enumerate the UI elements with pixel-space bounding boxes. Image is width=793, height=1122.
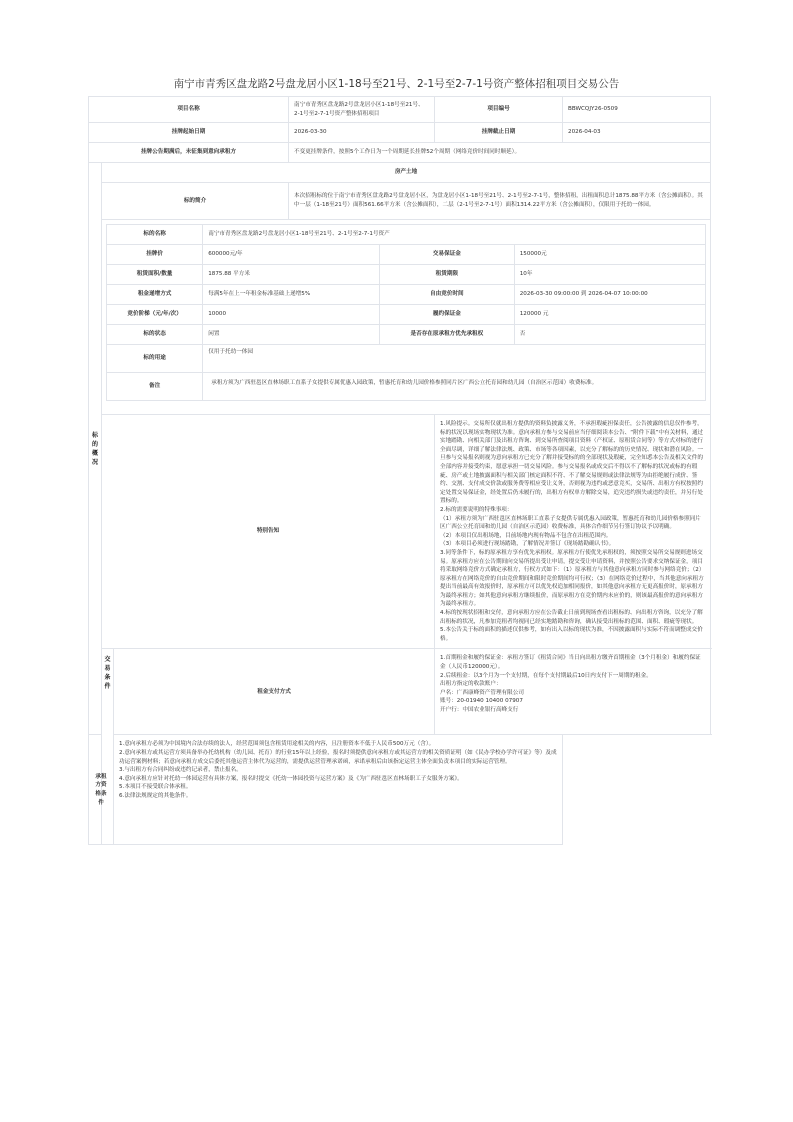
end-date: 2026-04-03 <box>563 123 711 143</box>
qualification-content <box>114 735 563 845</box>
payment-label: 租金支付方式 <box>114 649 435 735</box>
qualification-line: 1.意向承租方必须为中国境内合法存续的法人，经营范围须包含租赁用途相关的内容，且注册资本不低于人民币500万元（含）。 <box>119 741 435 748</box>
overview-section-label: 标 的 概 况 <box>89 163 102 735</box>
performance-bond: 120000 元 <box>514 305 705 325</box>
start-date: 2026-03-30 <box>289 123 435 143</box>
notice-paragraph: 4.标的按现状招租和交付，意向承租方应在公告截止日前到现场查看出租标的、向出租方咨询，以充分了解出租标的状况，凡参加竞租者均视同已经实地踏勘和咨询，确认接受出租标的范围、面积、瑕疵等现状。 <box>440 610 703 625</box>
notice-paragraph: 1.风险提示。交易所仅就出租方提供的资料负披露义务，不承担瑕疵担保责任，公告披露的信息仅作参考，标的状况以现场实物现状为准。意向承租方参与交易前应当仔细阅读本公告、“附件下载”中有关材料，通过实地踏勘、向相关部门及出租方咨询、到交易所查阅项目资料（产权证、原租赁合同等）等方式对标的进行全面尽调，详细了解法律法规、政策、市场等各项因素，以充分了解标的的历史情况、现状和潜在风险。一旦参与交易报名则视为意向承租方已充分了解并接受标的的全部现状及瑕疵，完全知悉本公告及相关文件的全部内容并接受约束，愿意承担一切交易风险。参与交易报名或成交后不得以不了解标的状况或标的有瑕疵、房产或土地披露面积与相关部门核定面积不符、不了解交易规则或法律法规等为由拒绝履行成价、签约、交割、支付成交价款或服务费等相应受让义务，否则视为违约或恶意竞买，交易所、出租方有权按照约定处置交易保证金，经处置后仍未履行的，出租方有权单方解除交易，追究违约损失或违约责任，并另行处置标的。 <box>440 421 704 505</box>
payment-line: 出租方指定的收款账户： <box>440 681 502 688</box>
overview-spacer <box>102 405 711 415</box>
notice-content <box>435 415 711 649</box>
overview-inner-container <box>102 220 711 406</box>
notice-paragraph: （2）本项目仅出租场地，目前场地内现有物品不包含在出租范围内。 <box>440 532 612 539</box>
payment-line: 账号：20-01940 10400 07907 <box>440 698 523 705</box>
notice-paragraph: （1）承租方须为广西驻邕区直林场职工直系子女提供专属优惠入园政策，暂惠托育和幼儿园价格参照同片区广西公立托育园和幼儿园（自治区示范园）收费标准，具体合作细节另行签订协议予以明确。 <box>440 515 701 531</box>
trade-section-label: 交 易 条 件 <box>102 649 114 845</box>
expiry-value: 不变更挂牌条件，按照5个工作日为一个周期延长挂牌52个周期（网络竞价时间同时顺延）。 <box>289 143 711 163</box>
qualification-line: 4.意向承租方应针对托幼一体园运营有具体方案，报名时提交《托幼一体园投资与运营方案》及《为广西驻邕区直林场职工子女服务方案》。 <box>119 775 463 782</box>
payment-line: 1.首期租金和履约保证金：承租方签订《租赁合同》当日向出租方缴齐首期租金（3个月租金）和履约保证金（人民币120000元）。 <box>440 655 701 671</box>
project-name-label: 项目名称 <box>89 97 289 123</box>
name-label: 标的名称 <box>107 225 203 245</box>
rent-increase: 每满5年在上一年租金标准基础上递增5% <box>203 285 380 305</box>
payment-line: 2.后续租金：以3个月为一个支付期，在每个支付期最后10日内支付下一周期的租金。 <box>440 672 652 679</box>
usage-label: 标的用途 <box>107 345 203 373</box>
project-no-label: 项目编号 <box>435 97 563 123</box>
announcement-table <box>88 96 710 845</box>
qualification-label: 承租方资格条件 <box>89 735 114 845</box>
qualification-line: 6.法律法规规定的其他条件。 <box>119 793 192 799</box>
rent-increase-label: 租金递增方式 <box>107 285 203 305</box>
intro: 本次招租标的位于南宁市青秀区盘龙路2号盘龙居小区，为盘龙居小区1-18号至21号、2-1号至2-7-1号，整体招租，出租面积总计1875.88平方米（含公摊面积）。其中一层（1-18至21号）面积561.66平方米（含公摊面积），二层（2-1号至2-7-1号）面积1314.22平方米（含公摊面积），仅限用于托幼一体园。 <box>289 183 711 220</box>
deposit: 150000元 <box>514 245 705 265</box>
status: 闲置 <box>203 325 380 345</box>
payment-line: 开户行：中国农业银行高峰支行 <box>440 707 519 713</box>
name-value: 南宁市青秀区盘龙路2号盘龙居小区1-18号至21号、2-1号至2-7-1号资产 <box>203 225 706 245</box>
notice-label: 特别告知 <box>102 415 435 649</box>
lease-term-label: 租赁期限 <box>380 265 515 285</box>
deposit-label: 交易保证金 <box>380 245 515 265</box>
qualification-line: 5.本项目不接受联合体承租。 <box>119 784 192 791</box>
area-label: 租赁面积/数量 <box>107 265 203 285</box>
bid-step-label: 竞价阶梯（元/年/次） <box>107 305 203 325</box>
notice-paragraph: （3）本项目必须进行现场踏勘，了解情况并签订《现场踏勘确认书》。 <box>440 541 615 548</box>
intro-label: 标的简介 <box>102 183 289 220</box>
priority-right-label: 是否存在原承租方优先承租权 <box>380 325 515 345</box>
remark-label: 备注 <box>107 373 203 401</box>
notice-paragraph: 3.同等条件下，标的原承租方享有优先承租权。原承租方行使优先承租权的，须按照交易所交易规则进场交易。原承租方应在公告期间向交易所提出受让申请，提交受让申请资料，并按照公告要求交纳保证金，项目将采取网络竞价方式确定承租方，行权方式如下：（1）原承租方与其他意向承租方同时参与网络竞价；（2）原承租方在网络竞价的自由竞价期间和限时竞价期间均可行权；（3）在网络竞价过程中，当其他意向承租方提出当前最高有效报价时，原承租方可以优先权追加相同报价，如其他意向承租方无更高报价时，原承租方为最终承租方；如其他意向承租方继续报价，而原承租方在竞价期内未应价的，则该最高报价的意向承租方为最终承租方。 <box>440 549 705 608</box>
project-name: 南宁市青秀区盘龙路2号盘龙居小区1-18号至21号、2-1号至2-7-1号资产整体招租项目 <box>289 97 435 123</box>
area: 1875.88 平方米 <box>203 265 380 285</box>
remark: 承租方须为广西驻邕区直林场职工直系子女提供专属优惠入园政策，暂惠托育和幼儿园价格参照同片区广西公立托育园和幼儿园（自治区示范园）收费标准。 <box>203 373 706 401</box>
project-no: BBWCQJY26-0509 <box>563 97 711 123</box>
listing-price: 600000元/年 <box>203 245 380 265</box>
lease-term: 10年 <box>514 265 705 285</box>
page-title: 南宁市青秀区盘龙路2号盘龙居小区1-18号至21号、2-1号至2-7-1号资产整体招租项目交易公告 <box>173 78 620 90</box>
bid-step: 10000 <box>203 305 380 325</box>
expiry-label: 挂牌公告期满后，未征集到意向承租方 <box>89 143 289 163</box>
bidding-time: 2026-03-30 09:00:00 到 2026-04-07 10:00:00 <box>514 285 705 305</box>
notice-paragraph: 5.本公告关于标的面积的描述仅供参考，如有出入以标的现状为准，不因披露面积与实际不符而调整成交价格。 <box>440 627 703 642</box>
qualification-line: 2.意向承租方或其运营方须具备举办托幼机构（幼儿园、托育）的行业15年以上经验，报名时须提供意向承租方或其运营方的相关资质证明（如《民办学校办学许可证》等）及成功运营案例材料；若意向承租方成交后委托其他运营主体代为运营的，需提供运营管理承诺函，承诺承租后由该指定运营主体全面负责本项目的实际运营管理。 <box>119 750 557 765</box>
end-date-label: 挂牌截止日期 <box>435 123 563 143</box>
listing-price-label: 挂牌价 <box>107 245 203 265</box>
status-label: 标的状态 <box>107 325 203 345</box>
payment-content <box>435 649 711 735</box>
bidding-time-label: 自由竞价时间 <box>380 285 515 305</box>
priority-right: 否 <box>514 325 705 345</box>
qualification-line: 3.与出租方有合同纠纷或违约记录者，禁止报名。 <box>119 767 242 774</box>
performance-bond-label: 履约保证金 <box>380 305 515 325</box>
payment-line: 户名：广西康峰资产管理有限公司 <box>440 689 524 696</box>
start-date-label: 挂牌起始日期 <box>89 123 289 143</box>
usage: 仅用于托幼一体园 <box>203 345 706 373</box>
category: 房产土地 <box>102 163 711 183</box>
notice-paragraph: 2.标的需要说明的特殊事项： <box>440 506 513 513</box>
